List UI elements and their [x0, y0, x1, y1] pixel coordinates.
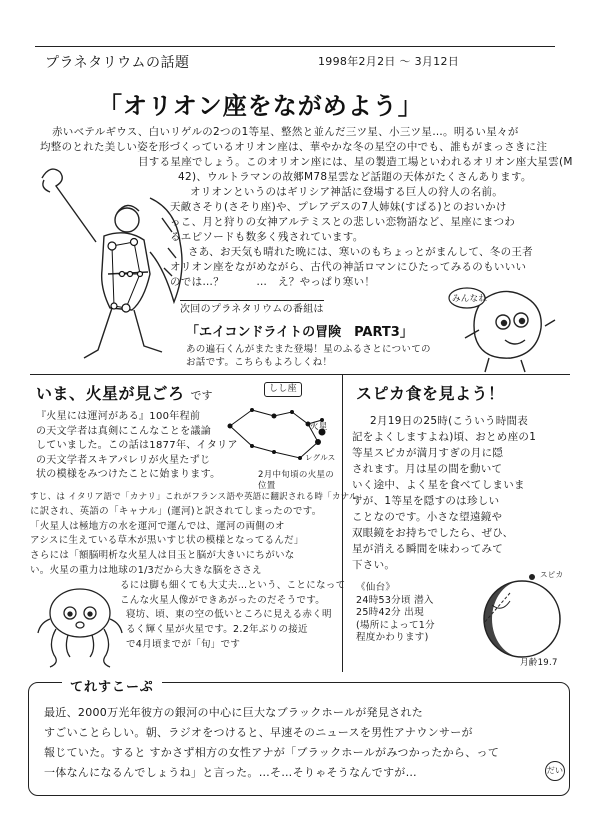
- orion-body: [170, 170, 533, 290]
- orion-body-line: るエピソードも数多く残されています。: [170, 231, 364, 243]
- telescope-line: 一体なんになるんでしょうね」と言った。…そ…そりゃそうなんですが…: [44, 766, 417, 779]
- mars-line: すじ、は イタリア語で「カナリ」これがフランス語や英語に翻訳される時「カナル」: [30, 492, 367, 502]
- telescope-line: 報じていた。すると すかさず相方の女性アナが「ブラックホールがみつかったから、って: [44, 746, 500, 759]
- main-title: 「オリオン座をながめよう」: [98, 91, 423, 120]
- mars-line: していました。この話は1877年、イタリア: [36, 440, 238, 451]
- spica-data-line: 25時42分 出現: [356, 607, 424, 618]
- header-period: 1998年2月2日 ～ 3月12日: [318, 55, 460, 68]
- mars-line: の天文学者は真剣にこんなことを議論: [36, 425, 212, 437]
- mars-line: の天文学者スキアパレリが火星たずじ: [36, 454, 211, 466]
- mars-line: 「火星人は極地方の水を運河で運んでは、運河の両側のオ: [30, 520, 285, 532]
- spica-line: 2月19日の25時(こういう時間表: [370, 415, 529, 427]
- mars-line: こんな火星人像ができあがったのだそうです。: [120, 594, 326, 606]
- orion-body-line: 天敵さそり(さそり座)や、プレアデスの7人姉妹(すばる)とのおいかけ: [170, 201, 507, 213]
- spica-line: 双眼鏡をお持ちでしたら、ぜひ、: [352, 527, 514, 539]
- next-program-title: 「エイコンドライトの冒険 PART3」: [186, 325, 413, 340]
- header-topic: プラネタリウムの話題: [45, 55, 190, 71]
- orion-intro-line: 目する星座でしょう。このオリオン座には、星の製造工場といわれるオリオン座大星雲(M: [138, 156, 573, 168]
- mars-line: に訳され、英語の「キャナル」(運河)と訳されてしまったのです。: [30, 505, 322, 517]
- moon-age-caption: 月齢19.7: [520, 658, 558, 668]
- spica-line: 等星スピカが満月すぎの月に隠: [352, 447, 504, 459]
- spica-data-line: 《仙台》: [356, 582, 396, 593]
- spica-title: スピカ食を見よう！: [356, 384, 505, 403]
- martian-octopus-illustration: [34, 583, 126, 671]
- mars-title-suffix: です: [190, 389, 213, 402]
- telescope-line: すごいことらしい。朝、ラジオをつけると、早速そのニュースを男性アナウンサーが: [44, 726, 473, 739]
- orion-body-line: オリオンというのはギリシア神話に登場する巨人の狩人の名前。: [190, 186, 504, 198]
- next-program-label: 次回のプラネタリウムの番組は: [180, 300, 324, 317]
- mars-line: で4月頃までが「旬」です: [126, 638, 241, 650]
- leo-caption-line: 位置: [258, 481, 276, 491]
- spica-star-label: スピカ: [540, 570, 564, 579]
- orion-intro-line: 均整のとれた美しい姿を形づくっているオリオン座は、華やかな冬の星空の中でも、誰もがまっさきに注: [40, 141, 548, 153]
- spica-data-line: (場所によって1分: [356, 619, 435, 631]
- section-divider: [30, 374, 570, 375]
- spica-line: すが、1等星を隠すのは珍しい: [352, 495, 500, 507]
- orion-hunter-illustration: [22, 158, 192, 368]
- spica-sendai-data: [356, 582, 435, 645]
- leo-caption-line: 2月中旬頃の火星の: [258, 470, 335, 480]
- leo-tag: しし座: [264, 382, 302, 397]
- spica-data-line: 程度かわります): [356, 632, 429, 643]
- spica-line: 星が消える瞬間を味わってみて: [352, 543, 504, 555]
- orion-body-line: 42)、ウルトラマンの故郷M78星雲など話題の天体がたくさんあります。: [178, 171, 532, 183]
- leo-chart-caption: [258, 470, 334, 492]
- mars-heading: [36, 381, 213, 404]
- mars-line: るには脚も細くても大丈夫…という、ことになって: [120, 579, 346, 591]
- mars-line: 『火星には運河がある』100年程前: [36, 411, 201, 422]
- mars-line: アシスに生えている草木が黒いすじ状の模様となってるんだ」: [30, 535, 304, 547]
- orion-body-line: さあ、お天気も晴れた晩には、寒いのもちょっとがまんして、冬の王者: [188, 246, 533, 258]
- spica-line: いく途中、よく星を食べてしまいま: [352, 479, 525, 491]
- next-caption-line: あの遍石くんがまたまた登場！星のふるさとについての: [186, 344, 431, 355]
- mars-line: い。火星の重力は地球の1/3だから大きな脳をささえ: [30, 564, 262, 576]
- next-caption-line: お話です。こちらもよろしくね！: [186, 357, 333, 368]
- orion-body-line: のでは…？ … え？やっぱり寒い！: [170, 276, 376, 288]
- author-signature-stamp: だい: [545, 761, 565, 781]
- orion-body-line: オリオン座をながめながら、古代の神話ロマンにひたってみるのもいいい: [170, 261, 527, 273]
- mars-line: るく輝く星が火星です。2.2年ぶりの接近: [126, 624, 308, 636]
- orion-intro-line: 赤いベテルギウス、白いリゲルの2つの1等星、整然と並んだ三ツ星、小三ツ星…。明るい星々が: [52, 126, 519, 138]
- telescope-line: 最近、2000万光年彼方の銀河の中心に巨大なブラックホールが発見された: [44, 706, 424, 719]
- spica-line: 記をよくしますよね)頃、おとめ座の1: [352, 431, 537, 443]
- spica-data-line: 24時53分頃 潜入: [356, 594, 434, 606]
- telescope-corner-title: てれすこーぷ: [62, 676, 162, 695]
- mars-line: さらには「額脳明析な火星人は目玉と脳が大きいにちがいな: [30, 550, 295, 562]
- mars-line: 状の模様をみつけたことに始まります。: [36, 469, 221, 480]
- next-program-caption: [186, 343, 431, 369]
- mars-title: いま、火星が見ごろ: [36, 384, 185, 403]
- telescope-corner-text: [44, 703, 499, 783]
- regulus-star-label: レグルス: [305, 453, 336, 462]
- spica-line: されます。月は星の間を動いて: [352, 463, 503, 475]
- mars-line: 寝坊、頃、東の空の低いところに見える赤く明: [126, 609, 332, 621]
- spica-line: 下さい。: [352, 559, 396, 571]
- mars-star-label: 火星: [310, 422, 328, 432]
- leo-star-chart: [222, 398, 340, 478]
- spica-text: [352, 413, 536, 573]
- header-rule: [35, 46, 555, 47]
- orion-body-line: っこ、月と狩りの女神アルテミスとの悲しい恋物語など、星座にまつわ: [170, 216, 516, 228]
- mascot-label: みんなね: [452, 294, 488, 304]
- spica-line: ことなのです。小さな望遠鏡や: [352, 511, 503, 523]
- mars-upper-text: [36, 410, 238, 483]
